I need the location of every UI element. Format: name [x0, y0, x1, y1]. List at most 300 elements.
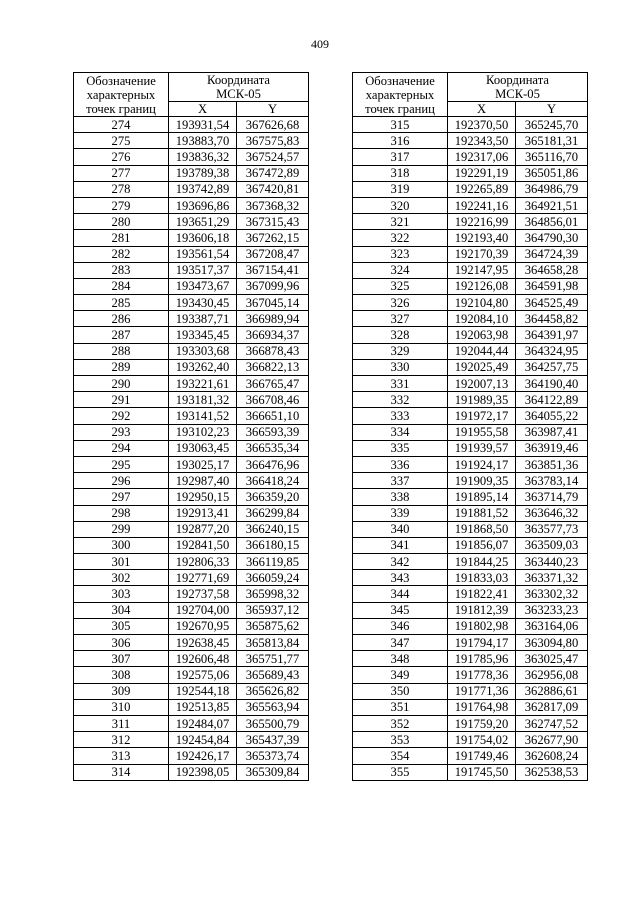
table-row	[353, 230, 588, 246]
table-row	[353, 262, 588, 278]
y-coordinate-cell: 366535,34	[237, 440, 309, 456]
table-row	[74, 214, 309, 230]
point-number-cell: 294	[74, 440, 169, 456]
table-row	[353, 456, 588, 472]
table-row	[353, 602, 588, 618]
table-row	[74, 408, 309, 424]
y-coordinate-cell: 365245,70	[516, 117, 588, 133]
x-coordinate-cell: 191812,39	[448, 602, 516, 618]
table-row	[353, 327, 588, 343]
x-coordinate-cell: 191955,58	[448, 424, 516, 440]
y-coordinate-cell: 366359,20	[237, 489, 309, 505]
x-coordinate-cell: 192170,39	[448, 246, 516, 262]
x-coordinate-cell: 192513,85	[169, 699, 237, 715]
table-row	[74, 699, 309, 715]
x-coordinate-cell: 193345,45	[169, 327, 237, 343]
point-number-cell: 296	[74, 473, 169, 489]
y-coordinate-cell: 367626,68	[237, 117, 309, 133]
y-coordinate-cell: 365689,43	[237, 667, 309, 683]
point-number-cell: 319	[353, 181, 448, 197]
y-coordinate-cell: 367208,47	[237, 246, 309, 262]
y-coordinate-cell: 365937,12	[237, 602, 309, 618]
y-coordinate-cell: 363509,03	[516, 537, 588, 553]
table-row	[74, 635, 309, 651]
y-coordinate-cell: 363987,41	[516, 424, 588, 440]
point-number-cell: 344	[353, 586, 448, 602]
table-row	[74, 651, 309, 667]
y-coordinate-cell: 363371,32	[516, 570, 588, 586]
x-coordinate-cell: 192084,10	[448, 311, 516, 327]
table-row	[353, 651, 588, 667]
point-number-cell: 321	[353, 214, 448, 230]
y-coordinate-cell: 366765,47	[237, 376, 309, 392]
point-number-cell: 287	[74, 327, 169, 343]
point-number-cell: 354	[353, 748, 448, 764]
point-number-cell: 276	[74, 149, 169, 165]
x-coordinate-cell: 193102,23	[169, 424, 237, 440]
x-coordinate-cell: 193221,61	[169, 376, 237, 392]
y-coordinate-cell: 363233,23	[516, 602, 588, 618]
point-number-cell: 324	[353, 262, 448, 278]
x-coordinate-cell: 191745,50	[448, 764, 516, 780]
table-row	[74, 570, 309, 586]
x-coordinate-cell: 193141,52	[169, 408, 237, 424]
x-coordinate-cell: 192044,44	[448, 343, 516, 359]
point-number-cell: 351	[353, 699, 448, 715]
x-coordinate-cell: 193696,86	[169, 197, 237, 213]
y-coordinate-cell: 363714,79	[516, 489, 588, 505]
y-coordinate-cell: 364257,75	[516, 359, 588, 375]
header-y: Y	[237, 102, 309, 117]
point-number-cell: 298	[74, 505, 169, 521]
x-coordinate-cell: 191924,17	[448, 456, 516, 472]
x-coordinate-cell: 193742,89	[169, 181, 237, 197]
y-coordinate-cell: 362608,24	[516, 748, 588, 764]
y-coordinate-cell: 362817,09	[516, 699, 588, 715]
point-number-cell: 323	[353, 246, 448, 262]
y-coordinate-cell: 366180,15	[237, 537, 309, 553]
point-number-cell: 336	[353, 456, 448, 472]
x-coordinate-cell: 192771,69	[169, 570, 237, 586]
table-row	[353, 343, 588, 359]
y-coordinate-cell: 366651,10	[237, 408, 309, 424]
point-number-cell: 277	[74, 165, 169, 181]
y-coordinate-cell: 363646,32	[516, 505, 588, 521]
table-row	[353, 586, 588, 602]
point-number-cell: 310	[74, 699, 169, 715]
point-number-cell: 308	[74, 667, 169, 683]
table-row	[74, 732, 309, 748]
x-coordinate-cell: 192147,95	[448, 262, 516, 278]
point-number-cell: 278	[74, 181, 169, 197]
table-row	[74, 392, 309, 408]
point-number-cell: 306	[74, 635, 169, 651]
header-x: X	[448, 102, 516, 117]
y-coordinate-cell: 362886,61	[516, 683, 588, 699]
table-row	[353, 359, 588, 375]
y-coordinate-cell: 364724,39	[516, 246, 588, 262]
table-row	[353, 683, 588, 699]
table-row	[353, 489, 588, 505]
x-coordinate-cell: 192265,89	[448, 181, 516, 197]
x-coordinate-cell: 192806,33	[169, 554, 237, 570]
table-row	[353, 699, 588, 715]
x-coordinate-cell: 191989,35	[448, 392, 516, 408]
point-number-cell: 339	[353, 505, 448, 521]
table-row	[74, 440, 309, 456]
x-coordinate-cell: 191856,07	[448, 537, 516, 553]
y-coordinate-cell: 363164,06	[516, 618, 588, 634]
point-number-cell: 313	[74, 748, 169, 764]
x-coordinate-cell: 192484,07	[169, 715, 237, 731]
y-coordinate-cell: 362538,53	[516, 764, 588, 780]
y-coordinate-cell: 366878,43	[237, 343, 309, 359]
y-coordinate-cell: 367420,81	[237, 181, 309, 197]
header-point-label: Обозначение характерных точек границ	[74, 73, 169, 117]
point-number-cell: 300	[74, 537, 169, 553]
table-row	[74, 165, 309, 181]
table-row	[353, 570, 588, 586]
table-row	[74, 424, 309, 440]
x-coordinate-cell: 192454,84	[169, 732, 237, 748]
x-coordinate-cell: 192063,98	[448, 327, 516, 343]
header-coordinate: Координата МСК-05	[448, 73, 588, 102]
table-row	[353, 440, 588, 456]
x-coordinate-cell: 192913,41	[169, 505, 237, 521]
x-coordinate-cell: 193789,38	[169, 165, 237, 181]
point-number-cell: 282	[74, 246, 169, 262]
y-coordinate-cell: 367045,14	[237, 295, 309, 311]
point-number-cell: 353	[353, 732, 448, 748]
point-number-cell: 346	[353, 618, 448, 634]
x-coordinate-cell: 191939,57	[448, 440, 516, 456]
point-number-cell: 279	[74, 197, 169, 213]
point-number-cell: 312	[74, 732, 169, 748]
point-number-cell: 307	[74, 651, 169, 667]
point-number-cell: 311	[74, 715, 169, 731]
table-row	[353, 295, 588, 311]
y-coordinate-cell: 367315,43	[237, 214, 309, 230]
x-coordinate-cell: 191778,36	[448, 667, 516, 683]
table-row	[74, 359, 309, 375]
x-coordinate-cell: 191822,41	[448, 586, 516, 602]
x-coordinate-cell: 191895,14	[448, 489, 516, 505]
table-row	[353, 635, 588, 651]
table-row	[353, 748, 588, 764]
point-number-cell: 355	[353, 764, 448, 780]
point-number-cell: 332	[353, 392, 448, 408]
x-coordinate-cell: 191802,98	[448, 618, 516, 634]
table-row	[74, 473, 309, 489]
x-coordinate-cell: 192737,58	[169, 586, 237, 602]
header-coordinate: Координата МСК-05	[169, 73, 309, 102]
point-number-cell: 280	[74, 214, 169, 230]
point-number-cell: 342	[353, 554, 448, 570]
point-number-cell: 285	[74, 295, 169, 311]
table-row	[74, 278, 309, 294]
point-number-cell: 349	[353, 667, 448, 683]
table-row	[74, 295, 309, 311]
x-coordinate-cell: 193430,45	[169, 295, 237, 311]
table-row	[74, 602, 309, 618]
x-coordinate-cell: 191764,98	[448, 699, 516, 715]
table-row	[74, 667, 309, 683]
table-row	[74, 181, 309, 197]
header-point-label: Обозначение характерных точек границ	[353, 73, 448, 117]
table-row	[353, 473, 588, 489]
y-coordinate-cell: 365626,82	[237, 683, 309, 699]
table-row	[353, 505, 588, 521]
y-coordinate-cell: 366708,46	[237, 392, 309, 408]
table-row	[74, 586, 309, 602]
x-coordinate-cell: 191759,20	[448, 715, 516, 731]
x-coordinate-cell: 192877,20	[169, 521, 237, 537]
point-number-cell: 316	[353, 133, 448, 149]
table-row	[353, 537, 588, 553]
x-coordinate-cell: 193606,18	[169, 230, 237, 246]
y-coordinate-cell: 364122,89	[516, 392, 588, 408]
point-number-cell: 289	[74, 359, 169, 375]
table-row	[74, 748, 309, 764]
x-coordinate-cell: 193181,32	[169, 392, 237, 408]
point-number-cell: 326	[353, 295, 448, 311]
x-coordinate-cell: 192544,18	[169, 683, 237, 699]
x-coordinate-cell: 192638,45	[169, 635, 237, 651]
table-row	[74, 456, 309, 472]
table-row	[353, 133, 588, 149]
y-coordinate-cell: 363919,46	[516, 440, 588, 456]
x-coordinate-cell: 192104,80	[448, 295, 516, 311]
point-number-cell: 303	[74, 586, 169, 602]
point-number-cell: 291	[74, 392, 169, 408]
x-coordinate-cell: 192291,19	[448, 165, 516, 181]
point-number-cell: 274	[74, 117, 169, 133]
y-coordinate-cell: 362956,08	[516, 667, 588, 683]
y-coordinate-cell: 365373,74	[237, 748, 309, 764]
x-coordinate-cell: 193025,17	[169, 456, 237, 472]
table-row	[74, 117, 309, 133]
x-coordinate-cell: 191868,50	[448, 521, 516, 537]
y-coordinate-cell: 366593,39	[237, 424, 309, 440]
y-coordinate-cell: 366822,13	[237, 359, 309, 375]
x-coordinate-cell: 193931,54	[169, 117, 237, 133]
y-coordinate-cell: 365813,84	[237, 635, 309, 651]
x-coordinate-cell: 192317,06	[448, 149, 516, 165]
y-coordinate-cell: 364856,01	[516, 214, 588, 230]
table-row	[74, 343, 309, 359]
y-coordinate-cell: 363025,47	[516, 651, 588, 667]
point-number-cell: 328	[353, 327, 448, 343]
table-row	[74, 149, 309, 165]
x-coordinate-cell: 192606,48	[169, 651, 237, 667]
table-row	[353, 764, 588, 780]
x-coordinate-cell: 192950,15	[169, 489, 237, 505]
y-coordinate-cell: 364458,82	[516, 311, 588, 327]
table-row	[74, 230, 309, 246]
y-coordinate-cell: 364591,98	[516, 278, 588, 294]
point-number-cell: 275	[74, 133, 169, 149]
y-coordinate-cell: 364190,40	[516, 376, 588, 392]
y-coordinate-cell: 366240,15	[237, 521, 309, 537]
table-row	[74, 715, 309, 731]
y-coordinate-cell: 364658,28	[516, 262, 588, 278]
x-coordinate-cell: 192841,50	[169, 537, 237, 553]
point-number-cell: 352	[353, 715, 448, 731]
point-number-cell: 309	[74, 683, 169, 699]
y-coordinate-cell: 364525,49	[516, 295, 588, 311]
y-coordinate-cell: 365875,62	[237, 618, 309, 634]
y-coordinate-cell: 366934,37	[237, 327, 309, 343]
coordinates-table-left	[73, 72, 309, 781]
y-coordinate-cell: 365437,39	[237, 732, 309, 748]
x-coordinate-cell: 192343,50	[448, 133, 516, 149]
point-number-cell: 348	[353, 651, 448, 667]
point-number-cell: 315	[353, 117, 448, 133]
x-coordinate-cell: 191794,17	[448, 635, 516, 651]
y-coordinate-cell: 364986,79	[516, 181, 588, 197]
table-row	[353, 732, 588, 748]
x-coordinate-cell: 192025,49	[448, 359, 516, 375]
y-coordinate-cell: 365998,32	[237, 586, 309, 602]
y-coordinate-cell: 367099,96	[237, 278, 309, 294]
y-coordinate-cell: 363851,36	[516, 456, 588, 472]
point-number-cell: 333	[353, 408, 448, 424]
x-coordinate-cell: 191754,02	[448, 732, 516, 748]
point-number-cell: 317	[353, 149, 448, 165]
y-coordinate-cell: 363440,23	[516, 554, 588, 570]
point-number-cell: 338	[353, 489, 448, 505]
table-row	[353, 311, 588, 327]
point-number-cell: 331	[353, 376, 448, 392]
table-row	[74, 489, 309, 505]
point-number-cell: 341	[353, 537, 448, 553]
table-row	[353, 392, 588, 408]
point-number-cell: 345	[353, 602, 448, 618]
point-number-cell: 290	[74, 376, 169, 392]
point-number-cell: 337	[353, 473, 448, 489]
point-number-cell: 322	[353, 230, 448, 246]
table-row	[74, 262, 309, 278]
table-row	[74, 683, 309, 699]
table-row	[353, 165, 588, 181]
x-coordinate-cell: 192670,95	[169, 618, 237, 634]
x-coordinate-cell: 193517,37	[169, 262, 237, 278]
point-number-cell: 288	[74, 343, 169, 359]
point-number-cell: 318	[353, 165, 448, 181]
y-coordinate-cell: 366476,96	[237, 456, 309, 472]
point-number-cell: 330	[353, 359, 448, 375]
point-number-cell: 340	[353, 521, 448, 537]
table-row	[353, 214, 588, 230]
page-number: 409	[311, 37, 329, 51]
y-coordinate-cell: 366989,94	[237, 311, 309, 327]
table-row	[74, 327, 309, 343]
y-coordinate-cell: 366059,24	[237, 570, 309, 586]
y-coordinate-cell: 363302,32	[516, 586, 588, 602]
table-row	[74, 537, 309, 553]
x-coordinate-cell: 192241,16	[448, 197, 516, 213]
y-coordinate-cell: 362747,52	[516, 715, 588, 731]
y-coordinate-cell: 364391,97	[516, 327, 588, 343]
point-number-cell: 284	[74, 278, 169, 294]
x-coordinate-cell: 192575,06	[169, 667, 237, 683]
table-row	[353, 715, 588, 731]
point-number-cell: 293	[74, 424, 169, 440]
table-row	[74, 246, 309, 262]
y-coordinate-cell: 365563,94	[237, 699, 309, 715]
point-number-cell: 292	[74, 408, 169, 424]
point-number-cell: 334	[353, 424, 448, 440]
point-number-cell: 286	[74, 311, 169, 327]
x-coordinate-cell: 191833,03	[448, 570, 516, 586]
point-number-cell: 320	[353, 197, 448, 213]
x-coordinate-cell: 192398,05	[169, 764, 237, 780]
x-coordinate-cell: 192426,17	[169, 748, 237, 764]
point-number-cell: 329	[353, 343, 448, 359]
table-row	[74, 376, 309, 392]
y-coordinate-cell: 367524,57	[237, 149, 309, 165]
x-coordinate-cell: 192007,13	[448, 376, 516, 392]
x-coordinate-cell: 191771,36	[448, 683, 516, 699]
y-coordinate-cell: 367575,83	[237, 133, 309, 149]
x-coordinate-cell: 193836,32	[169, 149, 237, 165]
y-coordinate-cell: 366418,24	[237, 473, 309, 489]
x-coordinate-cell: 193473,67	[169, 278, 237, 294]
point-number-cell: 281	[74, 230, 169, 246]
y-coordinate-cell: 363094,80	[516, 635, 588, 651]
x-coordinate-cell: 192987,40	[169, 473, 237, 489]
point-number-cell: 295	[74, 456, 169, 472]
x-coordinate-cell: 191749,46	[448, 748, 516, 764]
table-row	[353, 278, 588, 294]
point-number-cell: 283	[74, 262, 169, 278]
table-row	[74, 554, 309, 570]
coordinates-table-right	[352, 72, 588, 781]
x-coordinate-cell: 192704,00	[169, 602, 237, 618]
x-coordinate-cell: 193262,40	[169, 359, 237, 375]
x-coordinate-cell: 191881,52	[448, 505, 516, 521]
y-coordinate-cell: 366299,84	[237, 505, 309, 521]
x-coordinate-cell: 193651,29	[169, 214, 237, 230]
table-row	[74, 197, 309, 213]
y-coordinate-cell: 365181,31	[516, 133, 588, 149]
point-number-cell: 335	[353, 440, 448, 456]
point-number-cell: 314	[74, 764, 169, 780]
point-number-cell: 325	[353, 278, 448, 294]
point-number-cell: 301	[74, 554, 169, 570]
point-number-cell: 302	[74, 570, 169, 586]
header-y: Y	[516, 102, 588, 117]
y-coordinate-cell: 367262,15	[237, 230, 309, 246]
y-coordinate-cell: 364790,30	[516, 230, 588, 246]
table-row	[353, 408, 588, 424]
table-row	[353, 149, 588, 165]
x-coordinate-cell: 192193,40	[448, 230, 516, 246]
y-coordinate-cell: 367368,32	[237, 197, 309, 213]
table-row	[353, 117, 588, 133]
y-coordinate-cell: 365751,77	[237, 651, 309, 667]
y-coordinate-cell: 365116,70	[516, 149, 588, 165]
x-coordinate-cell: 192126,08	[448, 278, 516, 294]
table-row	[353, 376, 588, 392]
header-x: X	[169, 102, 237, 117]
x-coordinate-cell: 191972,17	[448, 408, 516, 424]
point-number-cell: 347	[353, 635, 448, 651]
table-row	[74, 311, 309, 327]
x-coordinate-cell: 192370,50	[448, 117, 516, 133]
y-coordinate-cell: 363783,14	[516, 473, 588, 489]
y-coordinate-cell: 363577,73	[516, 521, 588, 537]
